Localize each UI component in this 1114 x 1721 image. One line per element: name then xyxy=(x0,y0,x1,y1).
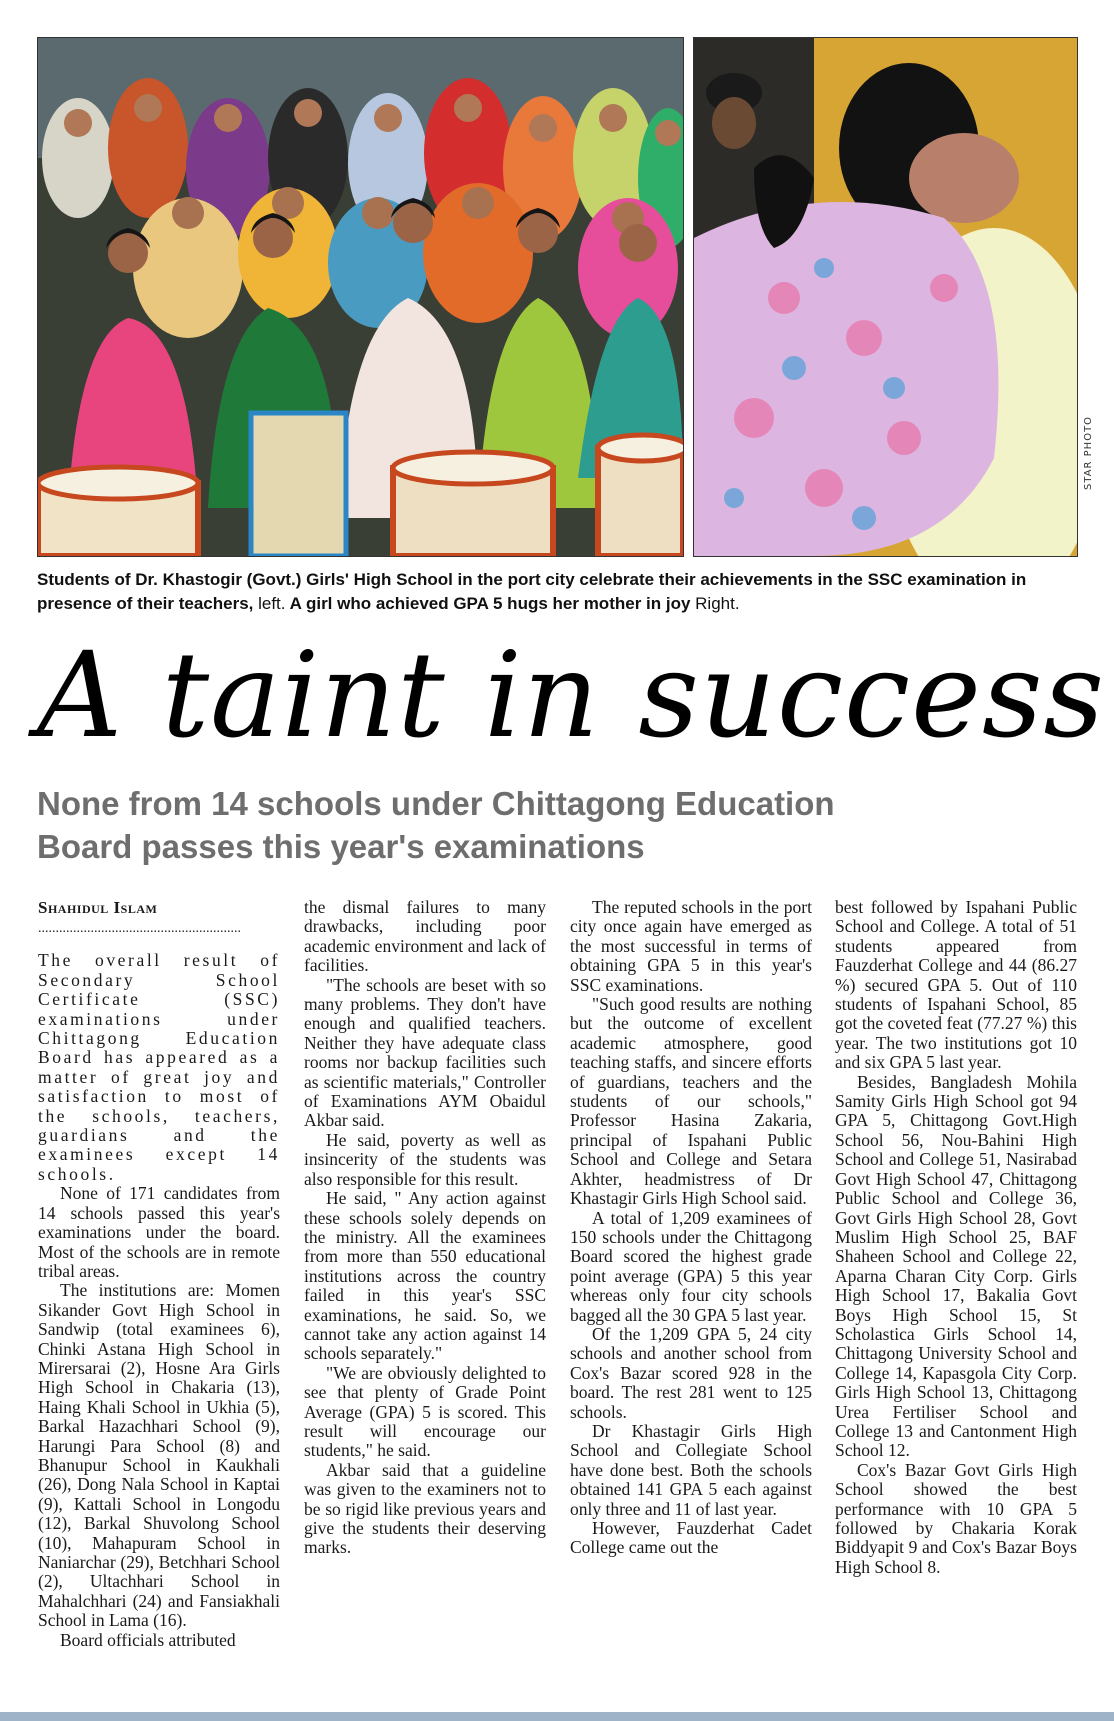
paragraph: A total of 1,209 examinees of 150 schools under the Chittagong Board scored the highest grade point average (GPA) 5 this year whereas only four city schools bagged all the 30 GPA 5 last year. xyxy=(570,1207,812,1325)
paragraph: the dismal failures to many drawbacks, including poor academic environment and lack of facilities. xyxy=(304,897,546,976)
paragraph: He said, " Any action against these schools solely depends on the ministry. All the examinees from more than 550 educational institutions across the country failed in this year's SSC examinations, he said. So, we cannot take any action against 14 schools separately." xyxy=(304,1188,546,1364)
paragraph: The overall result of Secondary School Certificate (SSC) examinations under Chittagong Education Board has appeared as a matter of great joy and satisfaction to most of the schools, teachers, guardians and the examinees except 14 schools. xyxy=(38,950,280,1184)
photo-strip xyxy=(37,37,1077,555)
paragraph: best followed by Ispahani Public School and College. A total of 51 students appeared from Fauzderhat College and 44 (86.27 %) secured GPA 5. Out of 110 students of Ispahani School, 85 got the coveted feat (77.27 %) this year. The two institutions got 10 and six GPA 5 last year. xyxy=(835,897,1077,1073)
paragraph: "We are obviously delighted to see that plenty of Grade Point Average (GPA) 5 is scored. This result will encourage our students," he said. xyxy=(304,1362,546,1461)
paragraph: Dr Khastagir Girls High School and Collegiate School have done best. Both the schools obtained 141 GPA 5 each against only three and 11 of last year. xyxy=(570,1420,812,1519)
article-column-4 xyxy=(835,898,1077,1577)
students-celebration-photo xyxy=(37,37,684,557)
article-column-3 xyxy=(570,898,812,1558)
paragraph: "The schools are beset with so many problems. They don't have enough and qualified teachers. Neither they have adequate class rooms nor backup facilities such as scientific materials," Controller of Examinations AYM Obaidul Akbar said. xyxy=(304,974,546,1131)
mother-hug-photo xyxy=(693,37,1078,557)
article-column-2 xyxy=(304,898,546,1558)
photo-credit: STAR PHOTO xyxy=(1083,415,1094,490)
paragraph: He said, poverty as well as insincerity of the students was also responsible for this result. xyxy=(304,1129,546,1189)
paragraph: Of the 1,209 GPA 5, 24 city schools and another school from Cox's Bazar scored 928 in the board. The rest 281 went to 125 schools. xyxy=(570,1323,812,1422)
paragraph: Cox's Bazar Govt Girls High School showed the best performance with 10 GPA 5 followed by Chakaria Korak Biddyapit 9 and Cox's Bazar Boys High School 8. xyxy=(835,1459,1077,1577)
caption-part-3: A girl who achieved GPA 5 hugs her mother in joy xyxy=(285,594,691,613)
caption-part-4: Right. xyxy=(690,594,740,613)
caption-part-2: left. xyxy=(253,594,286,613)
paragraph: "Such good results are nothing but the outcome of excellent academic atmosphere, good teaching staffs, and sincere efforts of guardians, teachers and the students of our schools," Professor Hasina Zakaria, principal of Ispahani Public School and College and Setara Akhter, headmistress of Dr Khastagir Girls High School said. xyxy=(570,994,812,1209)
paragraph: Akbar said that a guideline was given to the examiners not to be so rigid like previous years and give the students their deserving marks. xyxy=(304,1459,546,1558)
photo-caption xyxy=(37,568,1077,616)
paragraph: However, Fauzderhat Cadet College came out the xyxy=(570,1518,812,1558)
paragraph: The reputed schools in the port city once again have emerged as the most successful in terms of obtaining GPA 5 in this year's SSC examinations. xyxy=(570,897,812,995)
subheadline: None from 14 schools under Chittagong Education Board passes this year's examinations xyxy=(37,785,835,865)
byline-rule: .......................................................... xyxy=(38,921,241,937)
article-column-1 xyxy=(38,898,280,1650)
caption-part-1: Students of Dr. Khastogir (Govt.) Girls' High School in the port city celebrate their achievements in the SSC examination in presence of their teachers, xyxy=(37,570,1027,613)
paragraph: The institutions are: Momen Sikander Govt High School in Sandwip (total examinees 6), Chinki Astana High School in Mirersarai (2), Hosne Ara Girls High School in Chakaria (13), Haing Khali School in Ukhia (5), Barkal Hazachhari School (9), Harungi Para School (8) and Bhanupur School in Kaukhali (26), Dong Nala School in Kaptai (9), Kattali School in Longodu (12), Barkal Shuvolong School (10), Mahapuram School in Naniarchar (29), Betchhari School (2), Ultachhari School in Mahalchhari (24) and Fansiakhali School in Lama (16). xyxy=(38,1280,280,1631)
paragraph: Board officials attributed xyxy=(60,1629,236,1650)
byline: Shahidul Islam xyxy=(38,898,158,917)
paragraph: None of 171 candidates from 14 schools passed this year's examinations under the board. Most of the schools are in remote tribal areas. xyxy=(38,1183,280,1281)
headline: A taint in success xyxy=(37,626,1106,764)
bottom-rule xyxy=(0,1712,1114,1721)
paragraph: Besides, Bangladesh Mohila Samity Girls High School got 94 GPA 5, Chittagong Govt.High School 56, Nou-Bahini High School and College 51, Nasirabad Govt High School 47, Chittagong Public School and College 36, Govt Girls High School 28, Govt Muslim High School 25, BAF Shaheen School and College 22, Aparna Charan City Corp. Girls High School 17, Bakalia Govt Boys High School 15, St Scholastica Girls School 14, Chittagong University School and College 14, Kapasgola City Corp. Girls High School 13, Chittagong Urea Fertiliser School and College 13 and Cantonment High School 12. xyxy=(835,1071,1077,1461)
